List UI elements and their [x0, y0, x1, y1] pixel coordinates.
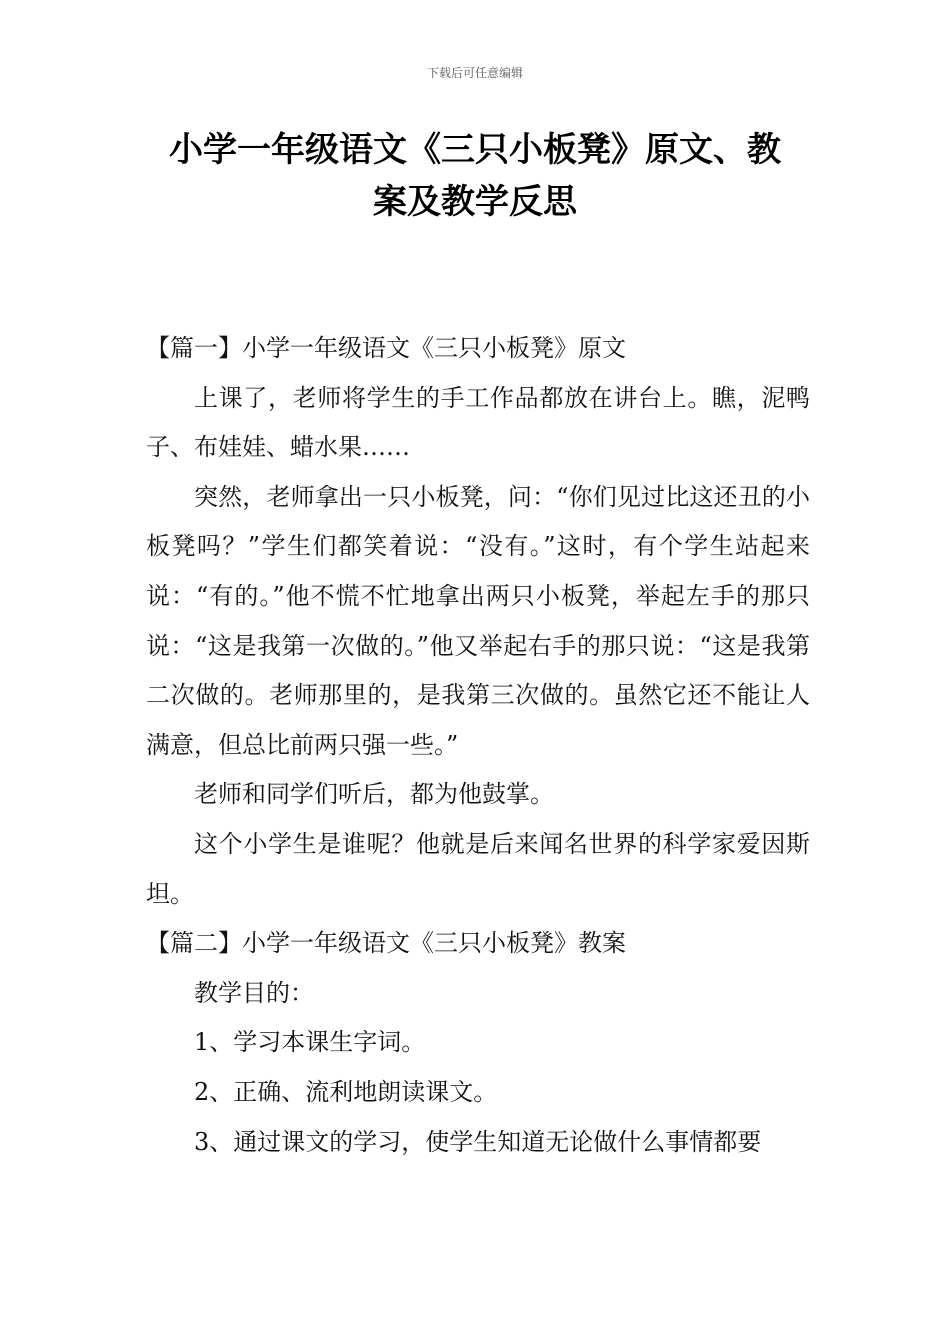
document-body	[146, 324, 810, 1167]
list-item: 2、正确、流利地朗读课文。	[194, 1077, 498, 1106]
header-watermark: 下载后可任意编辑	[426, 66, 523, 80]
paragraph: 教学目的：	[194, 978, 314, 1007]
list-item: 1、学习本课生字词。	[194, 1028, 426, 1057]
title-line-2: 案及教学反思	[373, 182, 577, 222]
title-line-1: 小学一年级语文《三只小板凳》原文、教	[169, 130, 781, 170]
paragraph: 老师和同学们听后，都为他鼓掌。	[194, 780, 554, 809]
paragraph: 这个小学生是谁呢？他就是后来闻名世界的科学家爱因斯坦。	[146, 829, 810, 908]
section-heading-2: 【篇二】小学一年级语文《三只小板凳》教案	[146, 929, 626, 958]
section-heading-1: 【篇一】小学一年级语文《三只小板凳》原文	[146, 334, 626, 362]
document-title	[140, 124, 810, 228]
list-item: 3、通过课文的学习，使学生知道无论做什么事情都要	[194, 1127, 762, 1156]
paragraph: 突然，老师拿出一只小板凳，问：“你们见过比这还丑的小板凳吗？”学生们都笑着说：“没有。”这时，有个学生站起来说：“有的。”他不慌不忙地拿出两只小板凳，举起左手的那只说：“这是我第一次做的。”他又举起右手的那只说：“这是我第二次做的。老师那里的，是我第三次做的。虽然它还不能让人满意，但总比前两只强一些。”	[146, 482, 810, 759]
paragraph: 上课了，老师将学生的手工作品都放在讲台上。瞧，泥鸭子、布娃娃、蜡水果……	[146, 383, 810, 462]
